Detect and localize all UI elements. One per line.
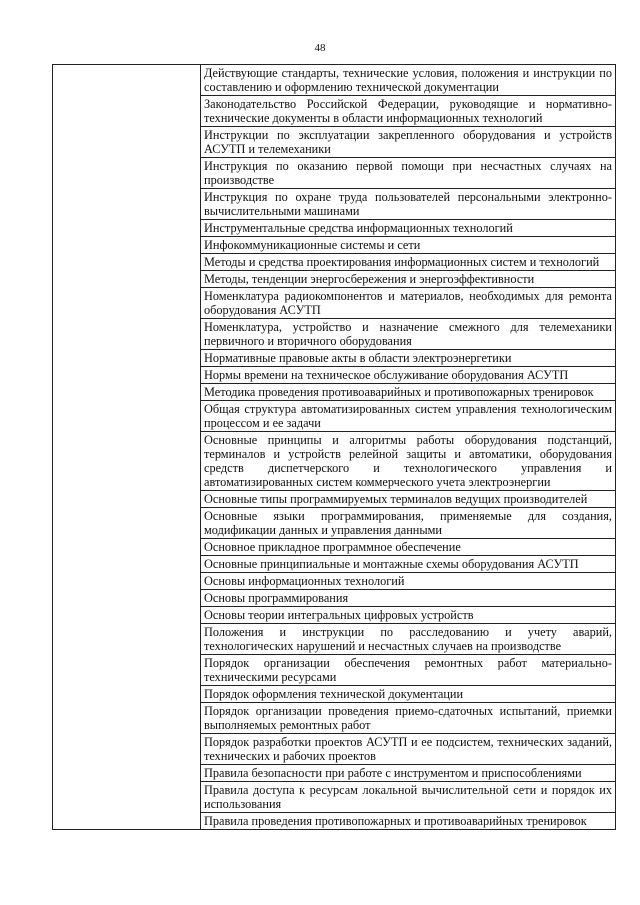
requirement-text: Методика проведения противоаварийных и противопожарных тренировок (204, 385, 594, 399)
requirement-text: Методы, тенденции энергосбережения и энергоэффективности (204, 272, 535, 286)
requirement-text: Нормативные правовые акты в области электроэнергетики (204, 351, 512, 365)
requirement-text: Порядок разработки проектов АСУТП и ее подсистем, технических заданий, технических и рабочих проектов (204, 735, 612, 763)
requirement-text: Порядок оформления технической документации (204, 687, 464, 701)
requirement-cell (201, 491, 616, 508)
requirement-cell (201, 350, 616, 367)
requirement-text: Инфокоммуникационные системы и сети (204, 238, 421, 252)
requirement-cell (201, 367, 616, 384)
left-column-cell (53, 65, 201, 830)
requirement-cell (201, 556, 616, 573)
requirement-text: Основные принципы и алгоритмы работы оборудования подстанций, терминалов и устройств релейной защиты и автоматики, оборудования средств диспетчерского и технологического управления и автоматизированных систем коммерческого учета электроэнергии (204, 433, 612, 489)
requirement-cell (201, 590, 616, 607)
requirement-cell (201, 319, 616, 350)
requirement-cell (201, 254, 616, 271)
requirement-cell (201, 96, 616, 127)
requirement-text: Порядок организации обеспечения ремонтных работ материально-техническими ресурсами (204, 656, 612, 684)
requirement-cell (201, 65, 616, 96)
requirement-cell (201, 288, 616, 319)
requirement-text: Основы теории интегральных цифровых устройств (204, 608, 474, 622)
requirement-text: Порядок организации проведения приемо-сдаточных испытаний, приемки выполняемых ремонтных работ (204, 704, 612, 732)
requirement-cell (201, 734, 616, 765)
requirement-cell (201, 655, 616, 686)
requirement-cell (201, 237, 616, 254)
requirement-cell (201, 220, 616, 237)
requirement-cell (201, 703, 616, 734)
requirement-cell (201, 539, 616, 556)
requirement-cell (201, 765, 616, 782)
table-row (53, 65, 616, 96)
requirement-text: Инструкции по эксплуатации закрепленного оборудования и устройств АСУТП и телемеханики (204, 128, 612, 156)
requirement-cell (201, 607, 616, 624)
requirement-cell (201, 432, 616, 491)
requirement-text: Основные типы программируемых терминалов ведущих производителей (204, 492, 588, 506)
requirement-cell (201, 127, 616, 158)
requirement-text: Инструментальные средства информационных технологий (204, 221, 513, 235)
requirement-cell (201, 271, 616, 288)
requirement-text: Правила доступа к ресурсам локальной вычислительной сети и порядок их использования (204, 783, 612, 811)
requirement-text: Инструкция по оказанию первой помощи при несчастных случаях на производстве (204, 159, 612, 187)
requirements-table-body (53, 65, 616, 830)
requirement-cell (201, 384, 616, 401)
requirement-text: Основные принципиальные и монтажные схемы оборудования АСУТП (204, 557, 579, 571)
requirement-cell (201, 813, 616, 830)
requirement-text: Действующие стандарты, технические условия, положения и инструкции по составлению и оформлению технической документации (204, 66, 612, 94)
requirement-cell (201, 782, 616, 813)
requirement-cell (201, 573, 616, 590)
requirement-text: Инструкция по охране труда пользователей персональными электронно-вычислительными машинами (204, 190, 612, 218)
requirements-table (52, 64, 616, 830)
requirement-cell (201, 158, 616, 189)
page-number: 48 (314, 42, 326, 54)
requirement-cell (201, 508, 616, 539)
requirement-text: Основные языки программирования, применяемые для создания, модификации данных и управления данными (204, 509, 612, 537)
requirement-text: Правила проведения противопожарных и противоаварийных тренировок (204, 814, 587, 828)
requirement-cell (201, 189, 616, 220)
requirement-text: Основы программирования (204, 591, 349, 605)
requirement-cell (201, 624, 616, 655)
requirement-text: Основное прикладное программное обеспечение (204, 540, 461, 554)
requirement-text: Правила безопасности при работе с инструментом и приспособлениями (204, 766, 582, 780)
requirement-text: Общая структура автоматизированных систем управления технологическим процессом и ее задачи (204, 402, 612, 430)
requirement-text: Законодательство Российской Федерации, руководящие и нормативно-технические документы в области информационных технологий (204, 97, 612, 125)
requirement-text: Положения и инструкции по расследованию и учету аварий, технологических нарушений и несчастных случаев на производстве (204, 625, 612, 653)
requirement-text: Методы и средства проектирования информационных систем и технологий (204, 255, 600, 269)
requirement-cell (201, 686, 616, 703)
requirement-text: Номенклатура, устройство и назначение смежного для телемеханики первичного и вторичного оборудования (204, 320, 612, 348)
requirement-text: Основы информационных технологий (204, 574, 405, 588)
requirement-text: Номенклатура радиокомпонентов и материалов, необходимых для ремонта оборудования АСУТП (204, 289, 612, 317)
requirement-text: Нормы времени на техническое обслуживание оборудования АСУТП (204, 368, 569, 382)
requirement-cell (201, 401, 616, 432)
